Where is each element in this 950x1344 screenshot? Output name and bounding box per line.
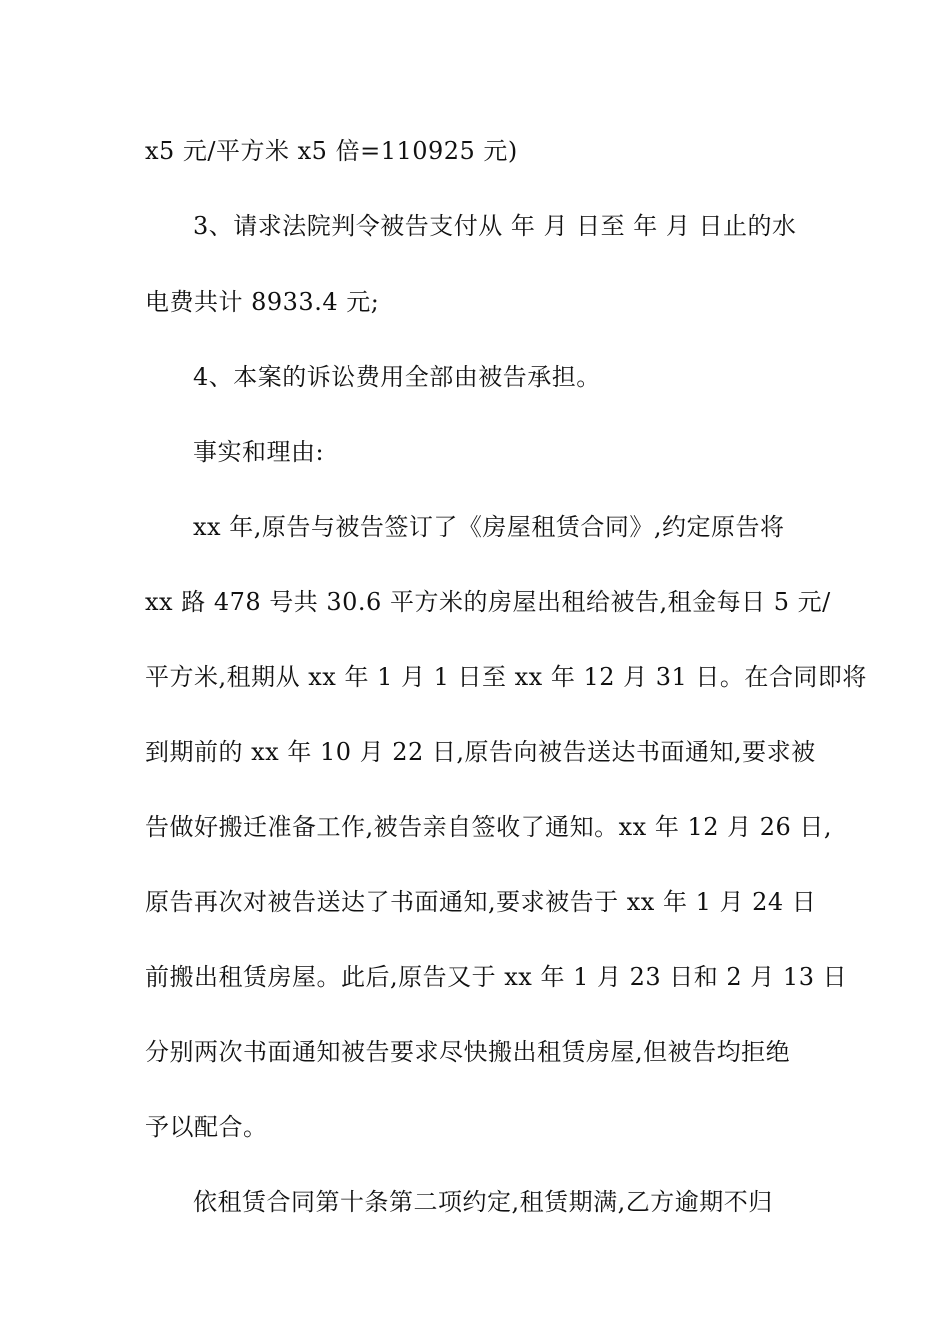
text-line-3: 电费共计 8933.4 元; xyxy=(145,288,380,316)
text-line-12: 前搬出租赁房屋。此后,原告又于 xx 年 1 月 23 日和 2 月 13 日 xyxy=(145,963,848,991)
text-line-1: x5 元/平方米 x5 倍=110925 元) xyxy=(145,137,518,165)
text-line-14: 予以配合。 xyxy=(145,1113,268,1141)
text-line-9: 到期前的 xx 年 10 月 22 日,原告向被告送达书面通知,要求被 xyxy=(145,738,816,766)
text-line-15: 依租赁合同第十条第二项约定,租赁期满,乙方逾期不归 xyxy=(193,1188,773,1216)
text-line-4: 4、本案的诉讼费用全部由被告承担。 xyxy=(193,363,601,391)
text-line-8: 平方米,租期从 xx 年 1 月 1 日至 xx 年 12 月 31 日。在合同即将 xyxy=(145,663,867,691)
text-line-6: xx 年,原告与被告签订了《房屋租赁合同》,约定原告将 xyxy=(193,513,785,541)
text-line-10: 告做好搬迁准备工作,被告亲自签收了通知。xx 年 12 月 26 日, xyxy=(145,813,833,841)
text-line-5: 事实和理由: xyxy=(193,438,325,466)
text-line-11: 原告再次对被告送达了书面通知,要求被告于 xx 年 1 月 24 日 xyxy=(145,888,817,916)
text-line-7: xx 路 478 号共 30.6 平方米的房屋出租给被告,租金每日 5 元/ xyxy=(145,588,831,616)
text-line-2: 3、请求法院判令被告支付从 年 月 日至 年 月 日止的水 xyxy=(193,212,797,240)
text-line-13: 分别两次书面通知被告要求尽快搬出租赁房屋,但被告均拒绝 xyxy=(145,1038,791,1066)
